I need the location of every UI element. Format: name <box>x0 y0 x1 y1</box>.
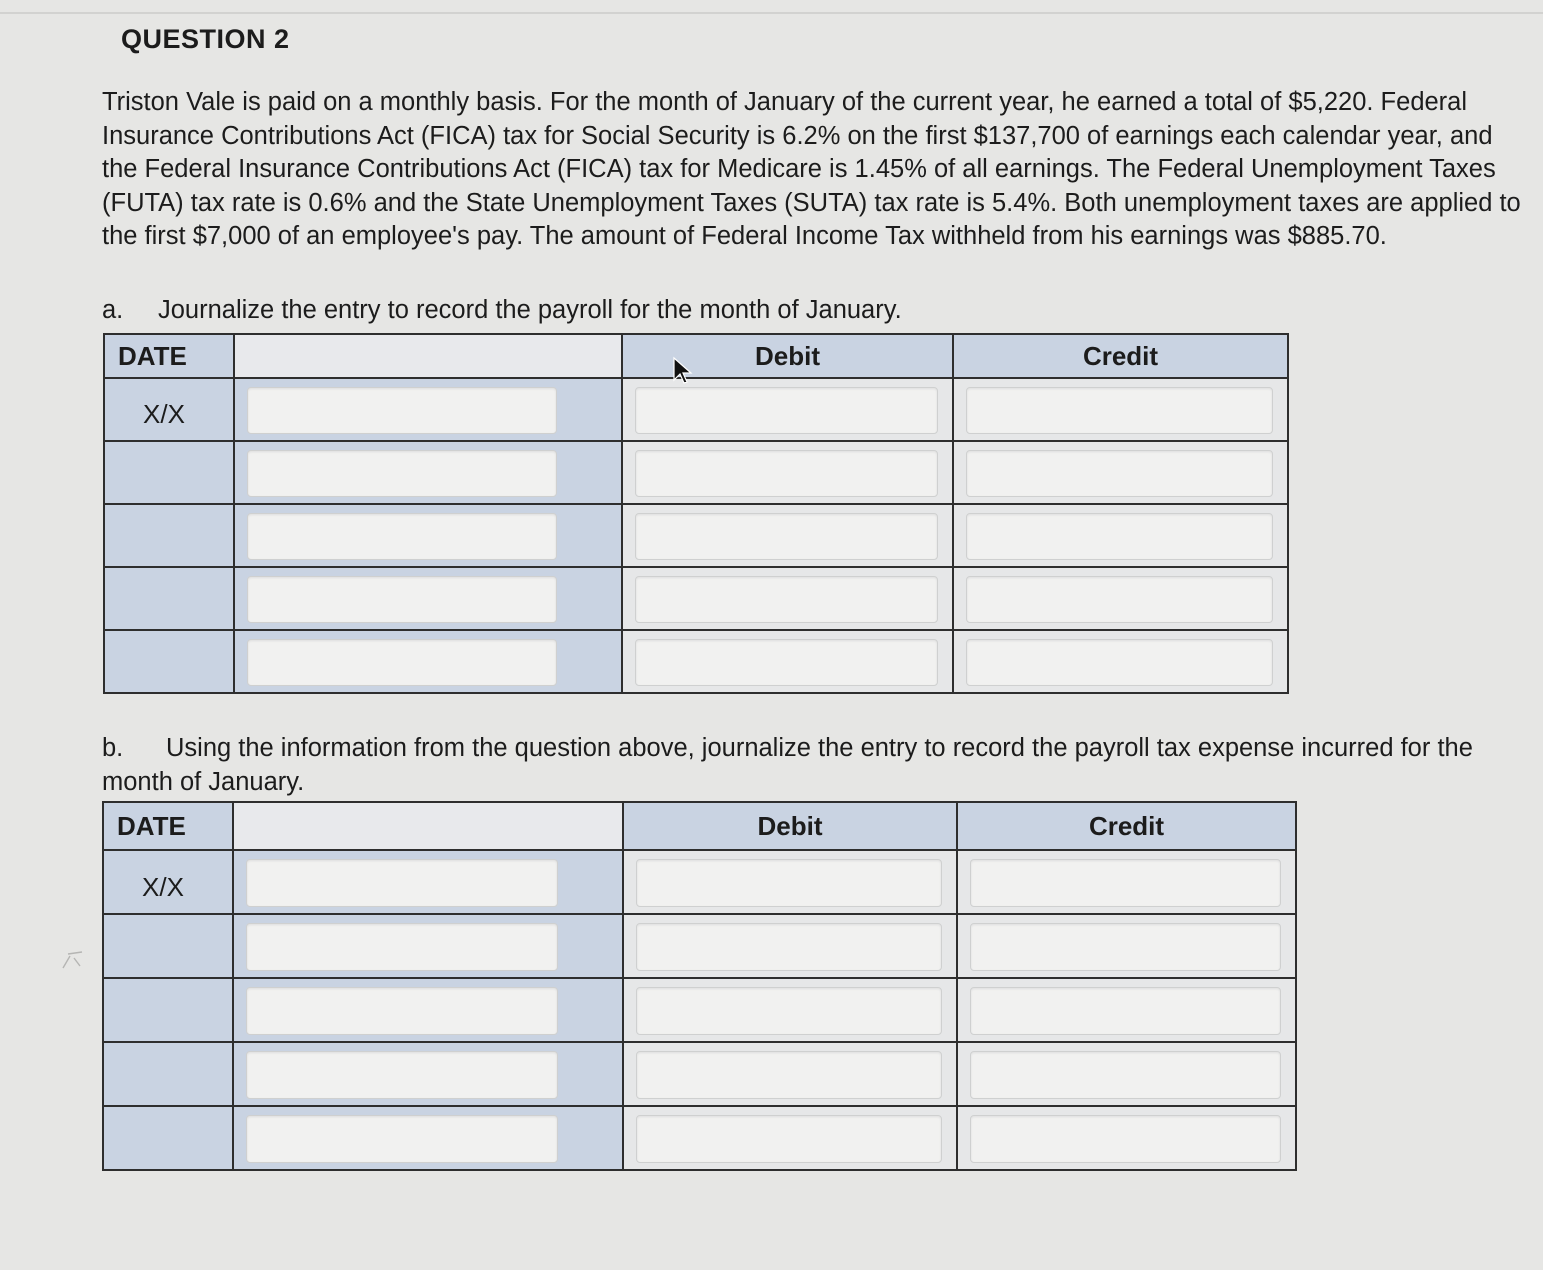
debit-input[interactable] <box>635 576 938 623</box>
credit-cell <box>957 1106 1296 1170</box>
account-cell <box>234 630 622 693</box>
date-header: DATE <box>103 802 233 850</box>
debit-input[interactable] <box>635 387 938 434</box>
mouse-pointer-icon <box>672 356 694 386</box>
account-input[interactable] <box>247 450 557 497</box>
credit-cell <box>953 441 1288 504</box>
account-input[interactable] <box>246 923 558 971</box>
journal-header-row <box>104 334 1288 378</box>
debit-cell <box>623 1042 957 1106</box>
journal-table-b <box>102 801 1297 1171</box>
journal-table-a <box>103 333 1289 694</box>
account-input[interactable] <box>246 1051 558 1099</box>
debit-cell <box>623 978 957 1042</box>
date-value <box>105 594 233 604</box>
credit-input[interactable] <box>970 987 1281 1035</box>
part-b-prompt <box>102 732 1522 799</box>
date-value: X/X <box>143 399 185 429</box>
account-cell <box>233 1106 623 1170</box>
credit-input[interactable] <box>970 923 1281 971</box>
account-input[interactable] <box>246 987 558 1035</box>
credit-input[interactable] <box>966 387 1273 434</box>
date-cell <box>103 978 233 1042</box>
date-value <box>105 468 233 478</box>
journal-header-row <box>103 802 1296 850</box>
account-cell <box>233 914 623 978</box>
debit-cell <box>623 1106 957 1170</box>
credit-cell <box>957 850 1296 914</box>
account-cell <box>234 567 622 630</box>
account-cell <box>233 978 623 1042</box>
account-cell <box>233 850 623 914</box>
debit-input[interactable] <box>635 639 938 686</box>
debit-cell <box>622 504 953 567</box>
debit-input[interactable] <box>635 513 938 560</box>
credit-input[interactable] <box>970 859 1281 907</box>
date-cell <box>103 1106 233 1170</box>
date-cell <box>103 1042 233 1106</box>
account-header <box>233 802 623 850</box>
date-value <box>104 1133 232 1143</box>
credit-cell <box>957 914 1296 978</box>
journal-row <box>103 914 1296 978</box>
account-cell <box>233 1042 623 1106</box>
credit-cell <box>953 630 1288 693</box>
credit-input[interactable] <box>970 1051 1281 1099</box>
part-b-letter: b. <box>102 734 124 762</box>
credit-input[interactable] <box>966 639 1273 686</box>
debit-header: Debit <box>622 334 953 378</box>
date-value <box>104 941 232 951</box>
credit-input[interactable] <box>966 450 1273 497</box>
date-value: X/X <box>142 871 184 902</box>
account-input[interactable] <box>247 639 557 686</box>
credit-cell <box>957 978 1296 1042</box>
debit-header: Debit <box>623 802 957 850</box>
part-a-text: Journalize the entry to record the payroll for the month of January. <box>158 296 902 324</box>
date-cell <box>104 504 234 567</box>
debit-input[interactable] <box>635 450 938 497</box>
date-value <box>104 1069 232 1079</box>
credit-input[interactable] <box>966 513 1273 560</box>
date-cell <box>104 630 234 693</box>
debit-cell <box>622 567 953 630</box>
top-divider <box>0 12 1543 14</box>
question-title: QUESTION 2 <box>121 24 290 54</box>
date-cell <box>104 567 234 630</box>
account-cell <box>234 441 622 504</box>
journal-row <box>104 630 1288 693</box>
date-cell <box>104 441 234 504</box>
date-value <box>105 657 233 667</box>
credit-header: Credit <box>957 802 1296 850</box>
debit-cell <box>622 630 953 693</box>
date-value <box>104 1005 232 1015</box>
credit-cell <box>953 378 1288 441</box>
part-a-prompt <box>102 294 1502 328</box>
debit-cell <box>622 378 953 441</box>
part-a-letter: a. <box>102 296 124 324</box>
journal-row <box>103 1042 1296 1106</box>
account-input[interactable] <box>246 859 558 907</box>
account-header <box>234 334 622 378</box>
journal-row <box>103 978 1296 1042</box>
pencil-mark-icon <box>60 948 86 972</box>
credit-cell <box>957 1042 1296 1106</box>
journal-row <box>104 378 1288 441</box>
date-cell <box>103 850 233 914</box>
credit-header: Credit <box>953 334 1288 378</box>
debit-cell <box>623 914 957 978</box>
account-input[interactable] <box>246 1115 558 1163</box>
journal-row <box>103 850 1296 914</box>
date-cell <box>103 914 233 978</box>
question-paragraph: Triston Vale is paid on a monthly basis. For the month of January of the current year, he earned a total of $5,220. Federal Insurance Contributions Act (FICA) tax for Social Security is 6.2% on the first $137,700 of earnings each calendar year, and the Federal Insurance Contributions Act (FICA) tax for Medicare is 1.45% of all earnings. The Federal Unemployment Taxes (FUTA) tax rate is 0.6% and the State Unemployment Taxes (SUTA) tax rate is 5.4%. Both unemployment taxes are applied to the first $7,000 of an employee's pay. The amount of Federal Income Tax withheld from his earnings was $885.70. <box>102 88 1521 250</box>
date-header: DATE <box>104 334 234 378</box>
credit-input[interactable] <box>966 576 1273 623</box>
part-b-text: Using the information from the question above, journalize the entry to record the payroll tax expense incurred for the month of January. <box>102 734 1473 796</box>
credit-input[interactable] <box>970 1115 1281 1163</box>
debit-input[interactable] <box>636 859 942 907</box>
journal-row <box>104 441 1288 504</box>
account-input[interactable] <box>247 513 557 560</box>
debit-cell <box>622 441 953 504</box>
journal-row <box>104 567 1288 630</box>
journal-row <box>104 504 1288 567</box>
account-input[interactable] <box>247 576 557 623</box>
credit-cell <box>953 504 1288 567</box>
debit-cell <box>623 850 957 914</box>
journal-row <box>103 1106 1296 1170</box>
credit-cell <box>953 567 1288 630</box>
account-input[interactable] <box>247 387 557 434</box>
account-cell <box>234 504 622 567</box>
date-value <box>105 531 233 541</box>
debit-input[interactable] <box>636 987 942 1035</box>
account-cell <box>234 378 622 441</box>
debit-input[interactable] <box>636 1115 942 1163</box>
date-cell <box>104 378 234 441</box>
debit-input[interactable] <box>636 923 942 971</box>
debit-input[interactable] <box>636 1051 942 1099</box>
